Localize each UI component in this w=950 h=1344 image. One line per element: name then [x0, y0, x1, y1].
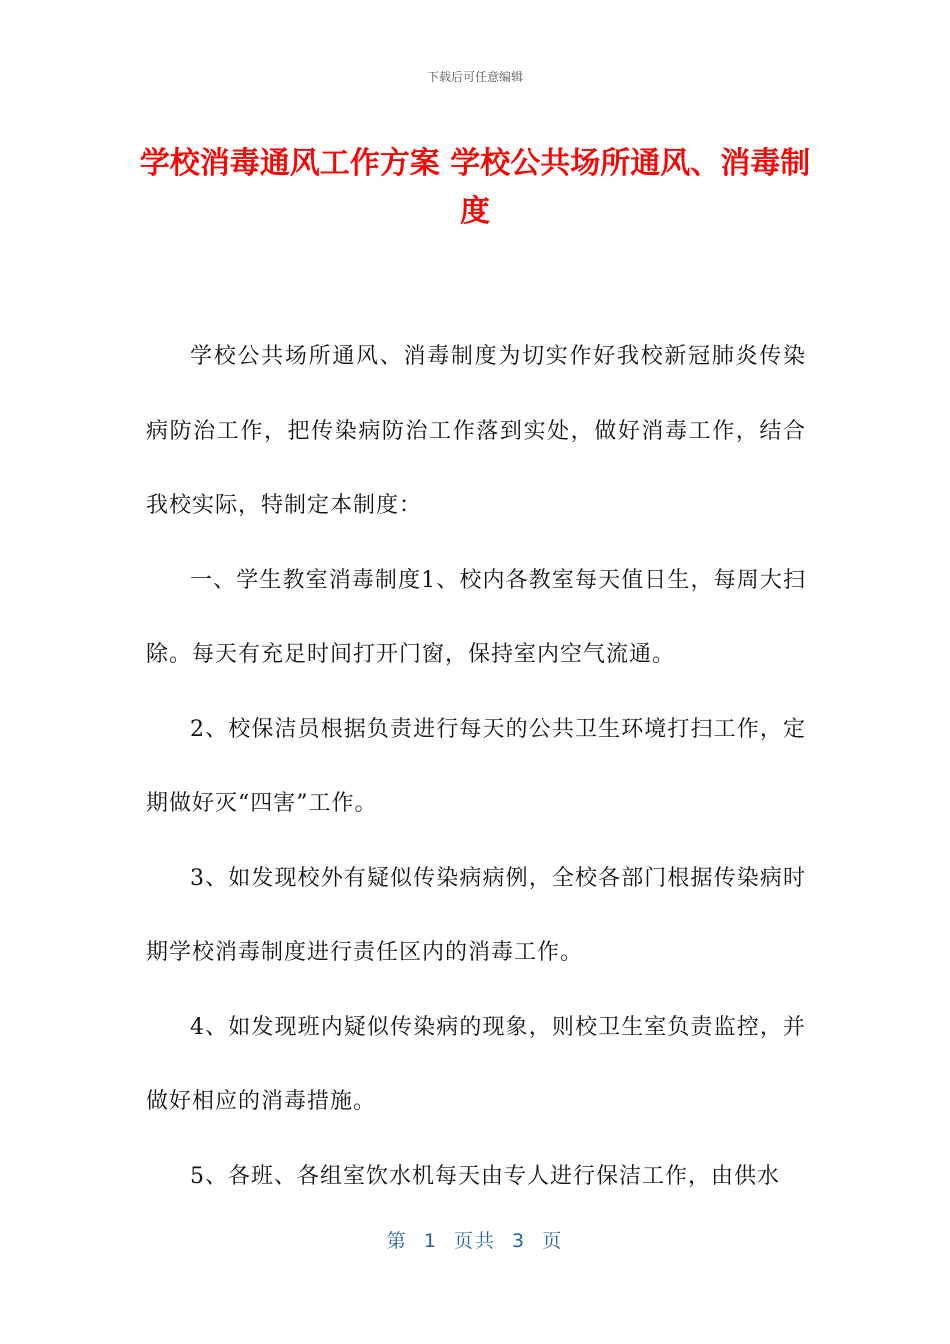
document-title: 学校消毒通风工作方案 学校公共场所通风、消毒制度 [139, 146, 811, 229]
paragraph: 一、学生教室消毒制度1、校内各教室每天值日生，每周大扫除。每天有充足时间打开门窗，保持室内空气流通。 [146, 567, 806, 667]
footer-prefix: 第 [386, 1230, 408, 1252]
paragraph: 4、如发现班内疑似传染病的现象，则校卫生室负责监控，并做好相应的消毒措施。 [146, 1014, 806, 1114]
paragraph: 2、校保洁员根据负责进行每天的公共卫生环境打扫工作，定期做好灭“四害”工作。 [146, 716, 806, 816]
paragraph: 3、如发现校外有疑似传染病病例，全校各部门根据传染病时期学校消毒制度进行责任区内的消毒工作。 [146, 865, 806, 965]
footer-middle: 页共 [453, 1230, 496, 1252]
header-note: 下载后可任意编辑 [426, 70, 523, 84]
footer-suffix: 页 [542, 1230, 564, 1252]
paragraph: 学校公共场所通风、消毒制度为切实作好我校新冠肺炎传染病防治工作，把传染病防治工作落到实处，做好消毒工作，结合我校实际，特制定本制度： [146, 344, 806, 518]
total-pages-number: 3 [512, 1230, 527, 1252]
paragraph: 5、各班、各组室饮水机每天由专人进行保洁工作，由供水 [190, 1163, 780, 1189]
current-page-number: 1 [423, 1230, 438, 1252]
page-number-footer [0, 1226, 950, 1253]
document-body [146, 320, 806, 1214]
